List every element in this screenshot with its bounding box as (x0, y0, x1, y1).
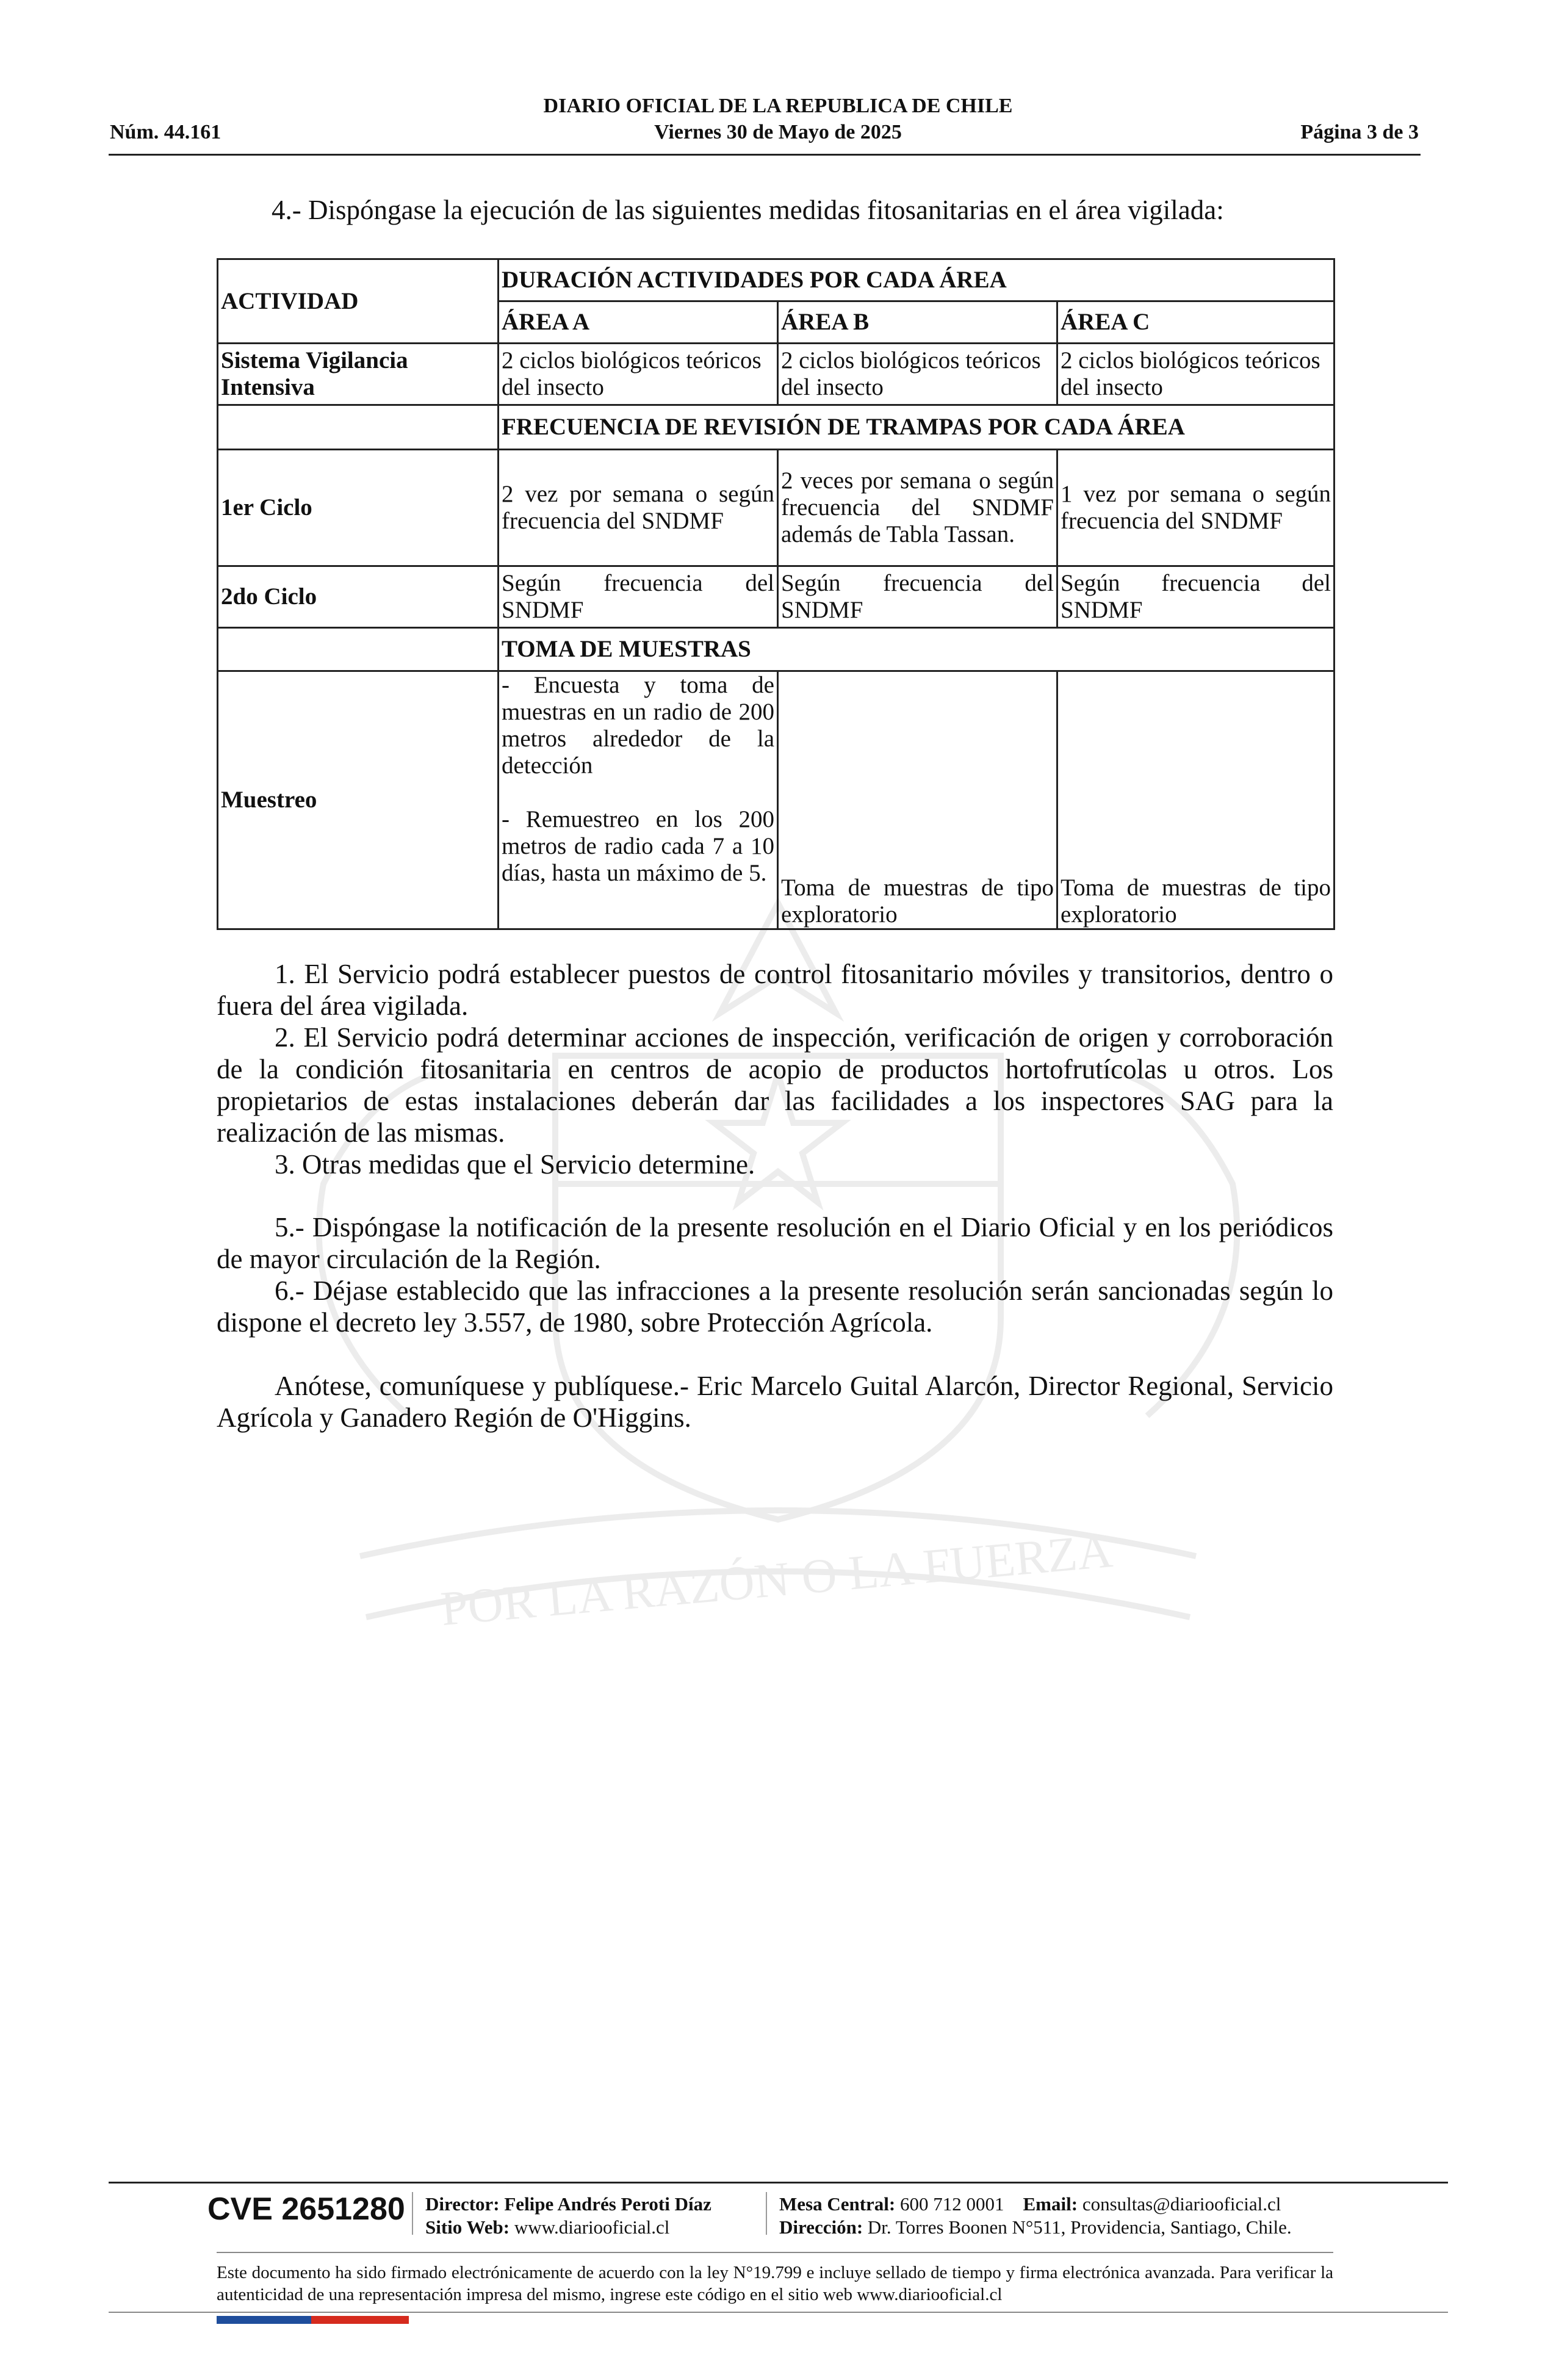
header-area-b: ÁREA B (778, 301, 1057, 344)
cell-ciclo1-a: 2 vez por semana o según frecuencia del SNDMF (499, 450, 778, 566)
header-area-a: ÁREA A (499, 301, 778, 344)
footer-divider-bottom (109, 2312, 1448, 2313)
cell-ciclo1-c: 1 vez por semana o según frecuencia del SNDMF (1057, 450, 1334, 566)
direccion-label: Dirección: (779, 2216, 863, 2238)
director-name: Felipe Andrés Peroti Díaz (504, 2193, 711, 2215)
muestreo-a-item-1: - Encuesta y toma de muestras en un radio de 200 metros alrededor de la detección (502, 672, 774, 779)
measures-table (217, 258, 1335, 930)
cve-code: CVE 2651280 (207, 2191, 405, 2227)
footer-legal-text: Este documento ha sido firmado electrónicamente de acuerdo con la ley N°19.799 e incluye sellado de tiempo y firma electrónica avanzada. Para verificar la autenticidad de una representación impresa del mismo, ingrese este código en el sitio web www.diariooficial.cl (217, 2263, 1333, 2304)
row-label-ciclo2: 2do Ciclo (218, 566, 499, 628)
watermark-motto: POR LA RAZÓN O LA FUERZA (438, 1524, 1115, 1637)
closing-paragraph-text: Anótese, comuníquese y publíquese.- Eric Marcelo Guital Alarcón, Director Regional, Servicio Agrícola y Ganadero Región de O'Higgins. (217, 1371, 1333, 1433)
cell-ciclo1-b: 2 veces por semana o según frecuencia del SNDMF además de Tabla Tassan. (778, 450, 1057, 566)
muestreo-a-item-2: - Remuestreo en los 200 metros de radio cada 7 a 10 días, hasta un máximo de 5. (502, 806, 774, 886)
cell-sistema-b: 2 ciclos biológicos teóricos del insecto (778, 344, 1057, 405)
intro-paragraph: 4.- Dispóngase la ejecución de las siguientes medidas fitosanitarias en el área vigilada: (272, 195, 1224, 225)
email-label: Email: (1023, 2193, 1078, 2215)
empty-cell (218, 628, 499, 671)
cell-ciclo2-c: Según frecuencia del SNDMF (1057, 566, 1334, 628)
table-row (218, 628, 1334, 671)
cell-muestreo-a (499, 671, 778, 929)
mesa-phone: 600 712 0001 (900, 2193, 1004, 2215)
footer-separator (766, 2192, 767, 2235)
cell-ciclo2-a: Según frecuencia del SNDMF (499, 566, 778, 628)
paragraph-3 (217, 1149, 1333, 1180)
footer-divider-mid (217, 2252, 1333, 2253)
newspaper-title: DIARIO OFICIAL DE LA REPUBLICA DE CHILE (543, 95, 1013, 117)
header-frecuencia: FRECUENCIA DE REVISIÓN DE TRAMPAS POR CADA ÁREA (499, 405, 1334, 450)
cell-sistema-c: 2 ciclos biológicos teóricos del insecto (1057, 344, 1334, 405)
paragraph-5-text: 5.- Dispóngase la notificación de la presente resolución en el Diario Oficial y en los periódicos de mayor circulación de la Región. (217, 1212, 1333, 1274)
row-label-ciclo1: 1er Ciclo (218, 450, 499, 566)
cell-sistema-a: 2 ciclos biológicos teóricos del insecto (499, 344, 778, 405)
flag-stripe-blue (217, 2316, 311, 2324)
cell-muestreo-c: Toma de muestras de tipo exploratorio (1057, 671, 1334, 929)
issue-date: Viernes 30 de Mayo de 2025 (654, 121, 902, 143)
web-link[interactable]: www.diariooficial.cl (514, 2216, 670, 2238)
footer-director-block (425, 2193, 711, 2239)
header-duracion: DURACIÓN ACTIVIDADES POR CADA ÁREA (499, 259, 1334, 301)
row-label-muestreo: Muestreo (218, 671, 499, 929)
paragraph-2 (217, 1022, 1333, 1149)
row-label-sistema: Sistema Vigilancia Intensiva (218, 344, 499, 405)
paragraph-6-text: 6.- Déjase establecido que las infracciones a la presente resolución serán sancionadas según lo dispone el decreto ley 3.557, de 1980, sobre Protección Agrícola. (217, 1275, 1333, 1338)
direccion-text: Dr. Torres Boonen N°511, Providencia, Santiago, Chile. (867, 2216, 1292, 2238)
mesa-label: Mesa Central: (779, 2193, 896, 2215)
paragraph-1 (217, 958, 1333, 1022)
page-number: Página 3 de 3 (1300, 121, 1419, 143)
footer-contact-block (779, 2193, 1292, 2239)
table-row (218, 405, 1334, 450)
cell-muestreo-b: Toma de muestras de tipo exploratorio (778, 671, 1057, 929)
header-actividad: ACTIVIDAD (218, 259, 499, 344)
header-toma: TOMA DE MUESTRAS (499, 628, 1334, 671)
table-row (218, 566, 1334, 628)
director-label: Director: (425, 2193, 500, 2215)
paragraph-6 (217, 1275, 1333, 1338)
web-label: Sitio Web: (425, 2216, 510, 2238)
paragraph-2-text: 2. El Servicio podrá determinar acciones de inspección, verificación de origen y corroboración de la condición fitosanitaria en centros de acopio de productos hortofrutícolas u otros. Los propietarios de estas instalaciones deberán dar las facilidades a los inspectores SAG para la realización de las mismas. (217, 1022, 1333, 1148)
email-link[interactable]: consultas@diariooficial.cl (1082, 2193, 1281, 2215)
header-divider (109, 154, 1421, 156)
header-area-c: ÁREA C (1057, 301, 1334, 344)
paragraph-5 (217, 1211, 1333, 1275)
flag-stripe-red (311, 2316, 409, 2324)
table-row (218, 344, 1334, 405)
cell-ciclo2-b: Según frecuencia del SNDMF (778, 566, 1057, 628)
paragraph-3-text: 3. Otras medidas que el Servicio determine. (275, 1149, 755, 1180)
table-row (218, 671, 1334, 929)
empty-cell (218, 405, 499, 450)
footer-divider-top (109, 2182, 1448, 2183)
closing-paragraph (217, 1370, 1333, 1433)
footer-separator (412, 2192, 413, 2235)
table-row (218, 450, 1334, 566)
table-row (218, 259, 1334, 301)
issue-number: Núm. 44.161 (110, 121, 222, 143)
paragraph-1-text: 1. El Servicio podrá establecer puestos de control fitosanitario móviles y transitorios, dentro o fuera del área vigilada. (217, 959, 1333, 1021)
